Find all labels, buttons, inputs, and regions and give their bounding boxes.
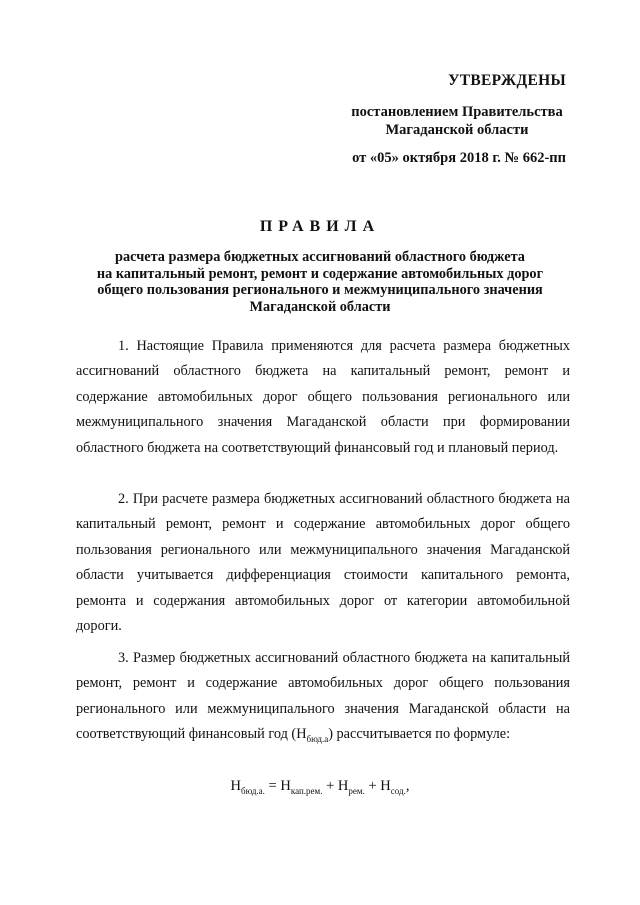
approval-stamp-title: УТВЕРЖДЕНЫ <box>448 72 566 89</box>
formula <box>0 778 640 796</box>
subtitle-line: общего пользования регионального и межмуниципального значения <box>97 282 543 298</box>
formula-term-1: Н <box>280 778 291 794</box>
document-subtitle <box>60 249 580 315</box>
approval-line: Магаданской области <box>385 122 529 138</box>
subtitle-line: на капитальный ремонт, ремонт и содержание автомобильных дорог <box>96 265 544 282</box>
formula-term-1-sub: кап.рем. <box>290 785 323 796</box>
document-title: ПРАВИЛА <box>259 218 381 235</box>
subtitle-line: расчета размера бюджетных ассигнований областного бюджета <box>115 249 525 265</box>
approval-date: от «05» октября 2018 г. № 662-пп <box>352 150 566 166</box>
subtitle-line: Магаданской области <box>249 298 391 315</box>
formula-term-2: Н <box>337 778 349 794</box>
paragraph-1: 1. Настоящие Правила применяются для расчета размера бюджетных ассигнований областного бюджета на капитальный ремонт, ремонт и содержание автомобильных дорог общего пользования регионального или межмуниципального значения Магаданской области при формировании областного бюджета на соответствующий финансовый год и плановый период. <box>76 338 570 456</box>
paragraph-3-text: 3. Размер бюджетных ассигнований областного бюджета на капитальный ремонт, ремонт и содержание автомобильных дорог общего пользования регионального или межмуниципального значения Магаданской области на соответствующий финансовый год (Н <box>76 650 570 743</box>
formula-term-3-sub: сод. <box>390 785 406 796</box>
paragraph-3-subscript: бюд.а <box>306 734 329 745</box>
formula-plus: + <box>364 778 381 794</box>
formula-term-3: Н <box>380 778 391 794</box>
formula-tail: , <box>405 778 410 794</box>
formula-lhs-sub: бюд.а. <box>241 785 265 796</box>
paragraph-3 <box>76 646 570 752</box>
formula-eq: = <box>264 778 281 794</box>
formula-term-2-sub: рем. <box>348 785 365 796</box>
approval-line: постановлением Правительства <box>351 104 563 120</box>
formula-lhs: Н <box>230 778 241 794</box>
formula-plus: + <box>322 778 338 794</box>
approval-body <box>340 103 574 139</box>
paragraph-3-end: ) рассчитывается по формуле: <box>328 726 511 743</box>
paragraph-2: 2. При расчете размера бюджетных ассигнований областного бюджета на капитальный ремонт, ремонт и содержание автомобильных дорог общего пользования регионального или межмуниципального значения Магаданской области учитывается дифференциация стоимости капитального ремонта, ремонта и содержания автомобильных дорог от категории автомобильной дороги. <box>76 491 570 635</box>
